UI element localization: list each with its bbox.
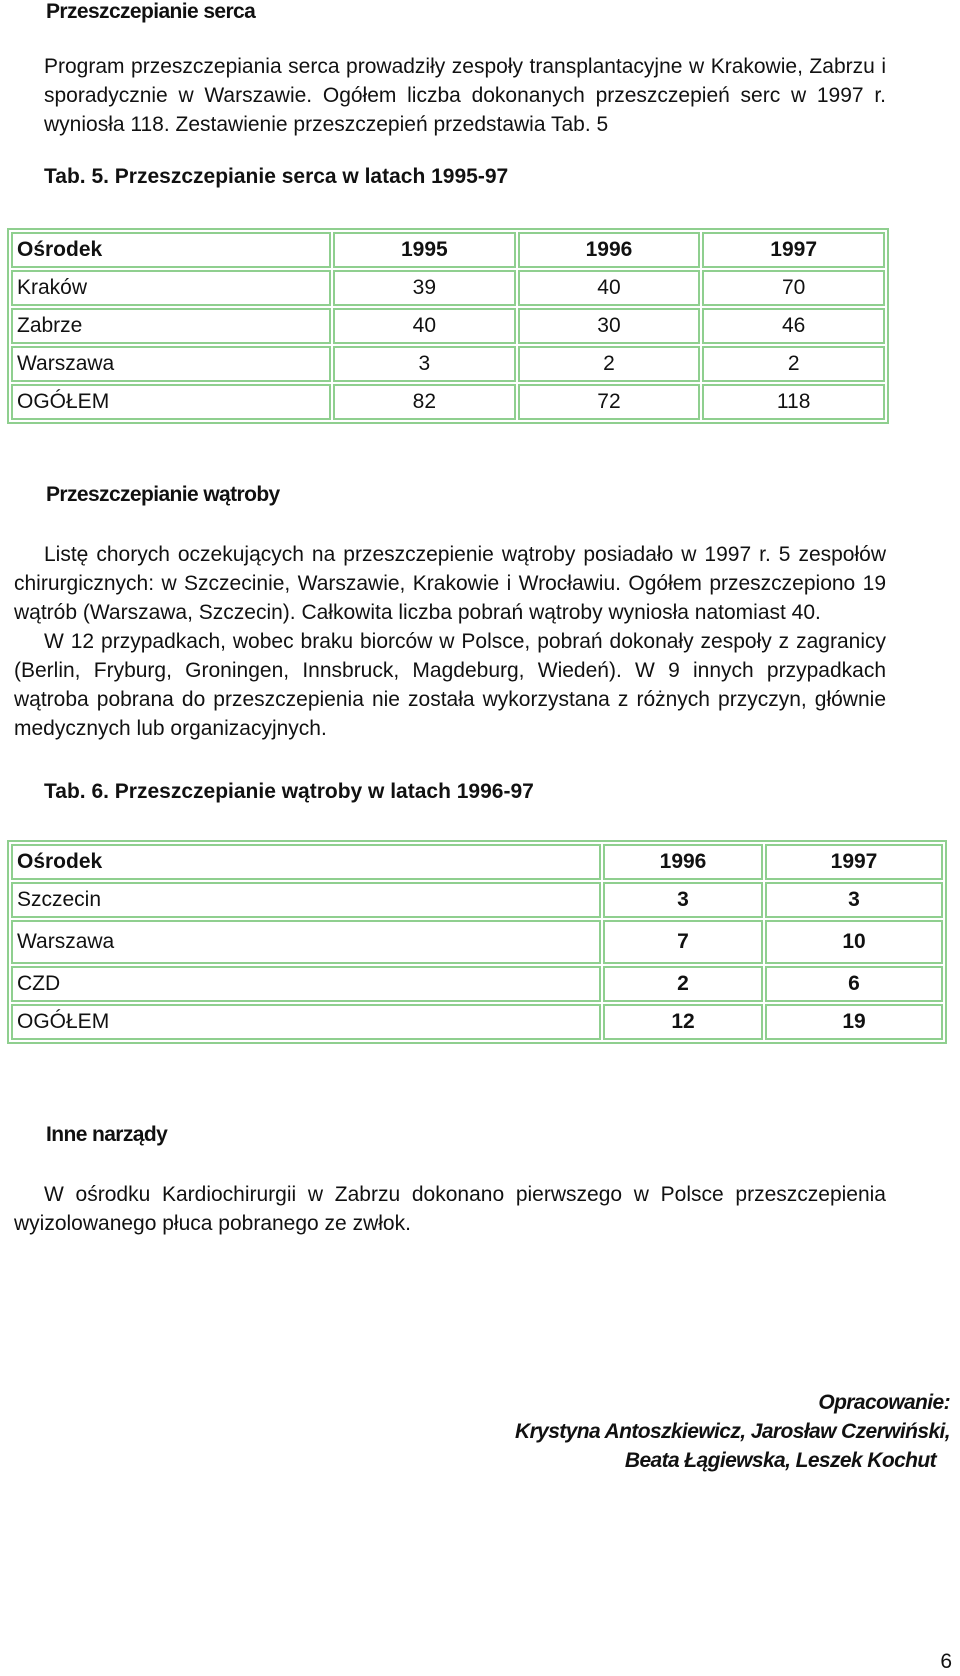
credits-label: Opracowanie: bbox=[818, 1391, 950, 1414]
table5-cell: Kraków bbox=[11, 270, 331, 306]
paragraph-liver-text-1: Listę chorych oczekujących na przeszczepienie wątroby posiadało w 1997 r. 5 zespołów chirurgicznych: w Szczecinie, Warszawie, Krakowie i Wrocławiu. Ogółem przeszczepiono 19 wątrób (Warszawa, Szczecin). Całkowita liczba pobrań wątroby wyniosła natomiast 40. bbox=[14, 543, 886, 624]
section-heading-other: Inne narządy bbox=[46, 1123, 168, 1146]
table6-cell: 12 bbox=[603, 1004, 763, 1040]
table6-cell: 3 bbox=[603, 882, 763, 918]
paragraph-liver-text-2: W 12 przypadkach, wobec braku biorców w Polsce, pobrań dokonały zespoły z zagranicy (Berlin, Fryburg, Groningen, Innsbruck, Magdeburg, Wiedeń). W 9 innych przypadkach wątroba pobrana do przeszczepienia nie została wykorzystana z różnych przyczyn, głównie medycznych lub organizacyjnych. bbox=[14, 630, 886, 740]
paragraph-other bbox=[14, 1180, 886, 1238]
table6-caption: Tab. 6. Przeszczepianie wątroby w latach 1996-97 bbox=[44, 780, 534, 803]
table6-cell: 10 bbox=[765, 920, 943, 964]
paragraph-heart bbox=[44, 52, 886, 139]
table5-cell: Zabrze bbox=[11, 308, 331, 344]
table5-cell: 39 bbox=[333, 270, 516, 306]
table5-header-row bbox=[11, 232, 885, 268]
page-number: 6 bbox=[940, 1650, 952, 1673]
table6-cell: 6 bbox=[765, 966, 943, 1002]
section-heading-liver: Przeszczepianie wątroby bbox=[46, 483, 280, 506]
table5-header-cell: Ośrodek bbox=[11, 232, 331, 268]
table5-caption: Tab. 5. Przeszczepianie serca w latach 1995-97 bbox=[44, 165, 509, 188]
table5-cell: Warszawa bbox=[11, 346, 331, 382]
table-row bbox=[11, 308, 885, 344]
table5-header-cell: 1996 bbox=[518, 232, 701, 268]
section-heading-heart: Przeszczepianie serca bbox=[46, 0, 256, 23]
table5-cell: 118 bbox=[702, 384, 885, 420]
table5-cell: 30 bbox=[518, 308, 701, 344]
table-row bbox=[11, 346, 885, 382]
table-row bbox=[11, 882, 943, 918]
table6-cell: OGÓŁEM bbox=[11, 1004, 601, 1040]
table5-cell: 40 bbox=[333, 308, 516, 344]
table6-header-cell: 1996 bbox=[603, 844, 763, 880]
table-row bbox=[11, 1004, 943, 1040]
table6-header-cell: 1997 bbox=[765, 844, 943, 880]
credits bbox=[400, 1388, 950, 1475]
table-row bbox=[11, 920, 943, 964]
table6-cell: Warszawa bbox=[11, 920, 601, 964]
table5-cell: 2 bbox=[518, 346, 701, 382]
table5-cell: 2 bbox=[702, 346, 885, 382]
table6-header-row bbox=[11, 844, 943, 880]
table5-cell: 40 bbox=[518, 270, 701, 306]
table5-cell: 70 bbox=[702, 270, 885, 306]
credits-authors-line-2: Beata Łągiewska, Leszek Kochut bbox=[624, 1449, 936, 1472]
table6-cell: CZD bbox=[11, 966, 601, 1002]
table5-cell: 3 bbox=[333, 346, 516, 382]
table-row bbox=[11, 384, 885, 420]
table6-cell: 2 bbox=[603, 966, 763, 1002]
table6-header-cell: Ośrodek bbox=[11, 844, 601, 880]
table6 bbox=[7, 840, 947, 1044]
paragraph-other-text: W ośrodku Kardiochirurgii w Zabrzu dokonano pierwszego w Polsce przeszczepienia wyizolowanego płuca pobranego ze zwłok. bbox=[14, 1183, 886, 1235]
credits-authors-line-1: Krystyna Antoszkiewicz, Jarosław Czerwiński, bbox=[515, 1420, 950, 1443]
table5-header-cell: 1995 bbox=[333, 232, 516, 268]
table6-cell: Szczecin bbox=[11, 882, 601, 918]
table5-cell: 72 bbox=[518, 384, 701, 420]
paragraph-liver bbox=[14, 540, 886, 743]
table6-cell: 7 bbox=[603, 920, 763, 964]
table5-cell: 82 bbox=[333, 384, 516, 420]
table6-cell: 3 bbox=[765, 882, 943, 918]
table5-cell: OGÓŁEM bbox=[11, 384, 331, 420]
table6-cell: 19 bbox=[765, 1004, 943, 1040]
table5-header-cell: 1997 bbox=[702, 232, 885, 268]
paragraph-heart-text: Program przeszczepiania serca prowadziły zespoły transplantacyjne w Krakowie, Zabrzu i sporadycznie w Warszawie. Ogółem liczba dokonanych przeszczepień serc w 1997 r. wyniosła 118. Zestawienie przeszczepień przedstawia Tab. 5 bbox=[44, 55, 886, 136]
table-row bbox=[11, 270, 885, 306]
table5 bbox=[7, 228, 889, 424]
table-row bbox=[11, 966, 943, 1002]
table5-cell: 46 bbox=[702, 308, 885, 344]
